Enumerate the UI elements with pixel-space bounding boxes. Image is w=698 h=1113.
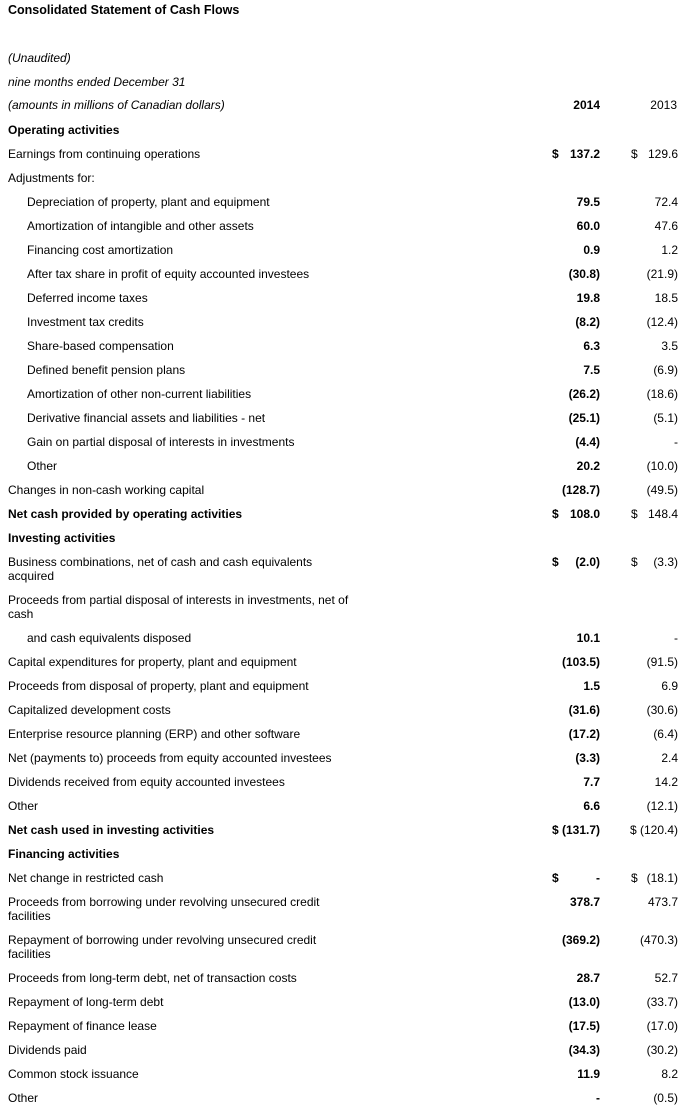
currency-symbol: $	[631, 555, 638, 569]
value-2014: (31.6)	[568, 703, 600, 717]
year-current-header: 2014	[573, 98, 600, 112]
value-2014: 19.8	[576, 291, 600, 305]
row-label: Other	[8, 1091, 39, 1105]
row-label: Gain on partial disposal of interests in investments	[27, 435, 295, 449]
value-2014: (103.5)	[561, 655, 600, 669]
row-label: Adjustments for:	[8, 171, 95, 185]
value-2014: (17.5)	[568, 1019, 600, 1033]
value-2014: 378.7	[569, 895, 600, 909]
row-label: After tax share in profit of equity accounted investees	[27, 267, 310, 281]
value-2014: 79.5	[576, 195, 600, 209]
value-2013: 1.2	[661, 243, 678, 257]
value-2014: 7.5	[583, 363, 600, 377]
value-2014: 20.2	[576, 459, 600, 473]
value-2013: (12.1)	[646, 799, 678, 813]
value-2014: (128.7)	[561, 483, 600, 497]
value-2014: (26.2)	[568, 387, 600, 401]
row-label: Net cash provided by operating activities	[8, 507, 243, 521]
value-2013: (5.1)	[653, 411, 678, 425]
value-2014: (8.2)	[575, 315, 600, 329]
value-2014: (2.0)	[575, 555, 600, 569]
value-2014: (25.1)	[568, 411, 600, 425]
value-2013: 72.4	[654, 195, 678, 209]
value-2013: -	[674, 435, 678, 449]
row-label: Amortization of intangible and other assets	[27, 219, 254, 233]
row-label: Investing activities	[8, 531, 116, 545]
value-2014: 60.0	[576, 219, 600, 233]
row-label: Changes in non-cash working capital	[8, 483, 205, 497]
row-label: Proceeds from disposal of property, plant and equipment	[8, 679, 309, 693]
value-2013: (17.0)	[646, 1019, 678, 1033]
value-2014: (17.2)	[568, 727, 600, 741]
row-label: Proceeds from partial disposal of interests in investments, net of cash	[8, 593, 349, 621]
value-2014: (13.0)	[568, 995, 600, 1009]
value-2014: 137.2	[569, 147, 600, 161]
value-2013: (10.0)	[646, 459, 678, 473]
row-label: Enterprise resource planning (ERP) and other software	[8, 727, 301, 741]
row-label: Defined benefit pension plans	[27, 363, 186, 377]
row-label: Repayment of long-term debt	[8, 995, 164, 1009]
value-2013: 8.2	[661, 1067, 678, 1081]
value-2013: 6.9	[661, 679, 678, 693]
currency-symbol: $	[552, 507, 559, 521]
value-2013: 18.5	[654, 291, 678, 305]
value-2013: 47.6	[654, 219, 678, 233]
value-2013: (12.4)	[646, 315, 678, 329]
value-2013: 473.7	[647, 895, 678, 909]
currency-symbol: $	[631, 871, 638, 885]
value-2014: 108.0	[569, 507, 600, 521]
value-2014: -	[596, 1091, 600, 1105]
value-2014: (4.4)	[575, 435, 600, 449]
row-label: Repayment of borrowing under revolving unsecured credit facilities	[8, 933, 317, 961]
currency-symbol: $	[552, 555, 559, 569]
value-2014: (369.2)	[561, 933, 600, 947]
value-2013: 148.4	[647, 507, 678, 521]
value-2013: 129.6	[647, 147, 678, 161]
value-2013: $ (120.4)	[629, 823, 678, 837]
row-label: Net (payments to) proceeds from equity accounted investees	[8, 751, 332, 765]
row-label: Capital expenditures for property, plant and equipment	[8, 655, 297, 669]
row-label: Other	[27, 459, 58, 473]
currency-symbol: $	[631, 147, 638, 161]
row-label: Share-based compensation	[27, 339, 174, 353]
value-2013: 52.7	[654, 971, 678, 985]
value-2013: (3.3)	[653, 555, 678, 569]
row-label: Business combinations, net of cash and cash equivalents acquired	[8, 555, 313, 583]
currency-symbol: $	[631, 507, 638, 521]
period-note: nine months ended December 31	[8, 75, 186, 89]
row-label: Deferred income taxes	[27, 291, 148, 305]
row-label: Dividends paid	[8, 1043, 87, 1057]
value-2013: (30.6)	[646, 703, 678, 717]
row-label: Operating activities	[8, 123, 120, 137]
value-2013: (91.5)	[646, 655, 678, 669]
value-2014: 7.7	[583, 775, 600, 789]
value-2014: -	[596, 871, 600, 885]
value-2013: -	[674, 631, 678, 645]
row-label: Earnings from continuing operations	[8, 147, 201, 161]
row-label: Financing cost amortization	[27, 243, 174, 257]
row-label: Derivative financial assets and liabilities - net	[27, 411, 266, 425]
value-2013: (18.1)	[646, 871, 678, 885]
row-label: Net cash used in investing activities	[8, 823, 215, 837]
value-2013: 3.5	[661, 339, 678, 353]
row-label: Capitalized development costs	[8, 703, 171, 717]
page-title: Consolidated Statement of Cash Flows	[8, 3, 240, 17]
row-label: Repayment of finance lease	[8, 1019, 157, 1033]
row-label: Other	[8, 799, 39, 813]
row-label: Financing activities	[8, 847, 120, 861]
value-2014: 6.6	[583, 799, 600, 813]
value-2013: (30.2)	[646, 1043, 678, 1057]
value-2013: (470.3)	[639, 933, 678, 947]
value-2014: (30.8)	[568, 267, 600, 281]
currency-symbol: $	[552, 871, 559, 885]
value-2013: 14.2	[654, 775, 678, 789]
value-2014: (3.3)	[575, 751, 600, 765]
row-label: and cash equivalents disposed	[27, 631, 192, 645]
value-2014: 6.3	[583, 339, 600, 353]
value-2013: (0.5)	[653, 1091, 678, 1105]
value-2013: (49.5)	[646, 483, 678, 497]
value-2014: 28.7	[576, 971, 600, 985]
row-label: Depreciation of property, plant and equipment	[27, 195, 270, 209]
value-2013: (21.9)	[646, 267, 678, 281]
value-2013: (6.9)	[653, 363, 678, 377]
unaudited-note: (Unaudited)	[8, 51, 71, 65]
value-2014: $ (131.7)	[551, 823, 600, 837]
row-label: Proceeds from long-term debt, net of transaction costs	[8, 971, 297, 985]
year-prior-header: 2013	[650, 98, 677, 112]
value-2013: 2.4	[661, 751, 678, 765]
value-2014: 1.5	[583, 679, 600, 693]
value-2013: (18.6)	[646, 387, 678, 401]
currency-symbol: $	[552, 147, 559, 161]
units-note: (amounts in millions of Canadian dollars)	[8, 98, 225, 112]
value-2014: 11.9	[577, 1067, 600, 1081]
row-label: Investment tax credits	[27, 315, 144, 329]
value-2014: 0.9	[583, 243, 600, 257]
value-2014: (34.3)	[568, 1043, 600, 1057]
row-label: Common stock issuance	[8, 1067, 139, 1081]
row-label: Proceeds from borrowing under revolving unsecured credit facilities	[8, 895, 320, 923]
row-label: Dividends received from equity accounted investees	[8, 775, 285, 789]
row-label: Amortization of other non-current liabilities	[27, 387, 252, 401]
row-label: Net change in restricted cash	[8, 871, 164, 885]
value-2013: (6.4)	[653, 727, 678, 741]
value-2013: (33.7)	[646, 995, 678, 1009]
value-2014: 10.1	[576, 631, 600, 645]
